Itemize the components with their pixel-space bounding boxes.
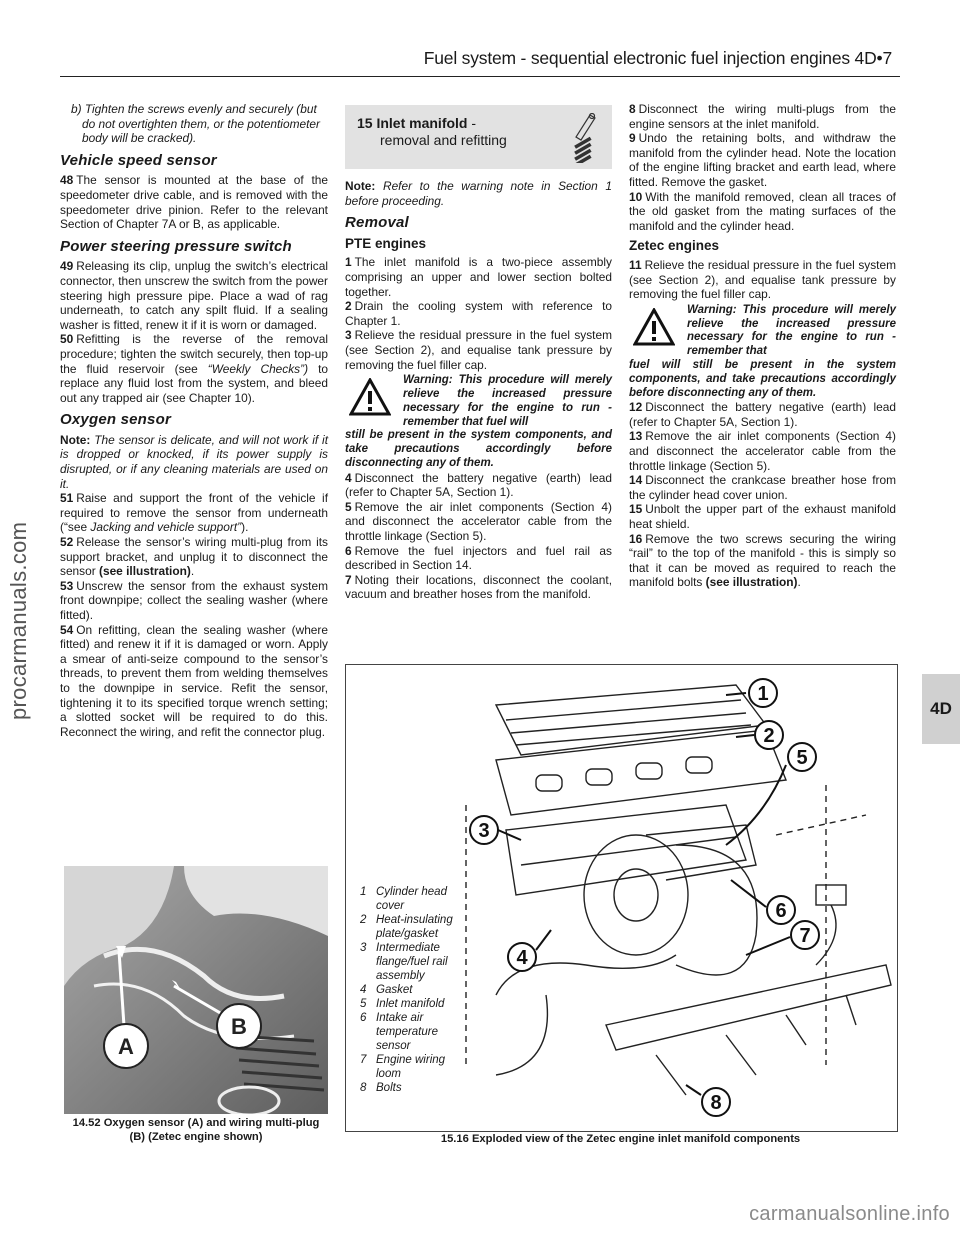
callout-7-label: 7: [799, 925, 811, 947]
paragraph-16: 16 Remove the two screws securing the wiring “rail” to the top of the manifold - this is simply so that it can be moved as required to reach the manifold bolts (see illustration).: [629, 531, 896, 590]
callout-8-label: 8: [710, 1092, 722, 1114]
column-3: [629, 102, 896, 590]
warning-triangle-icon: [349, 378, 391, 416]
paragraph-1: 1 The inlet manifold is a two-piece assembly comprising an upper and lower section bolted together.: [345, 255, 612, 299]
paragraph-9: 9 Undo the retaining bolts, and withdraw the manifold from the cylinder head. Note the location of the engine lifting bracket and earth lead, where fitted. Remove the gasket.: [629, 131, 896, 189]
callout-2-label: 2: [763, 725, 775, 747]
paragraph-53: 53 Unscrew the sensor from the exhaust system front downpipe; collect the sealing washer (where fitted).: [60, 578, 328, 622]
warning-zetec: [629, 304, 896, 401]
callout-1-label: 1: [757, 683, 769, 705]
heading-oxygen-sensor: Oxygen sensor: [60, 411, 171, 429]
figure-15-16-caption: 15.16 Exploded view of the Zetec engine inlet manifold components: [440, 1133, 801, 1145]
callout-4-label: 4: [516, 947, 528, 969]
paragraph-51: 51 Raise and support the front of the vehicle if required to remove the sensor from underneath (“see Jacking and vehicle support”).: [60, 491, 328, 535]
paragraph-52: 52 Release the sensor’s wiring multi-plug from its support bracket, and unplug it to disconnect the sensor (see illustration).: [60, 535, 328, 579]
photo-illustration: [64, 866, 328, 1114]
callout-a-label: A: [118, 1034, 134, 1059]
footer-watermark: carmanualsonline.info: [749, 1203, 950, 1225]
column-2: [345, 105, 612, 602]
page-title: Fuel system - sequential electronic fuel injection engines 4D•7: [423, 48, 892, 68]
paragraph-6: 6 Remove the fuel injectors and fuel rail as described in Section 14.: [345, 543, 612, 573]
manifold-diagram: [345, 664, 898, 1132]
paragraph-54: 54 On refitting, clean the sealing washer (where fitted) and renew it if it is damaged or worn. Apply a smear of anti-seize compound to the sensor’s threads, to prevent them from welding themselves to the downpipe in service. Refit the sensor, tightening it to its specified torque wrench setting; a slotted socket will be required to do this. Reconnect the wiring, and refit the connector plug.: [60, 622, 328, 739]
heading-zetec-engines: Zetec engines: [629, 238, 720, 254]
oxygen-sensor-photo: [64, 866, 328, 1114]
note-section15: Note: Refer to the warning note in Section 1 before proceeding.: [345, 179, 612, 208]
column-1: [60, 102, 328, 739]
heading-vehicle-speed-sensor: Vehicle speed sensor: [60, 151, 217, 169]
exploded-drawing: [346, 665, 897, 1131]
paragraph-10: 10 With the manifold removed, clean all traces of the old gasket from the mating surfaces of the manifold and the cylinder head.: [629, 189, 896, 233]
section-header-box: [345, 105, 612, 169]
warning-text-first: Warning: This procedure will merely relieve the increased pressure necessary for the engine to run - remember that: [687, 303, 896, 358]
paragraph-3: 3 Relieve the residual pressure in the fuel system (see Section 2), and equalise tank pressure by removing the fuel filler cap.: [345, 328, 612, 372]
page-header: [0, 42, 960, 76]
heading-pte-engines: PTE engines: [345, 235, 427, 251]
paragraph-11: 11 Relieve the residual pressure in the fuel system (see Section 2), and equalise tank pressure by removing the fuel filler cap.: [629, 257, 896, 302]
warning-text-rest: fuel will still be present in the system components, and take precautions accordingly before disconnecting any of them.: [629, 358, 896, 399]
paragraph-50: 50 Refitting is the reverse of the removal procedure; tighten the switch securely, then top-up the fluid reservoir (see “Weekly Checks”) to replace any fluid lost from the system, and bleed out any trapped air (see Chapter 10).: [60, 332, 328, 405]
paragraph-13: 13 Remove the air inlet components (Section 4) and disconnect the accelerator cable from the throttle linkage (Section 5).: [629, 429, 896, 473]
callout-3-label: 3: [478, 820, 490, 842]
paragraph-7: 7 Noting their locations, disconnect the coolant, vacuum and breather hoses from the manifold.: [345, 572, 612, 602]
paragraph-2: 2 Drain the cooling system with reference to Chapter 1.: [345, 299, 612, 328]
warning-pte: [345, 374, 612, 471]
diagram-legend: 1 Cylinder head cover 2 Heat-insulating plate/gasket 3 Intermediate flange/fuel rail assembly 4 Gasket 5 Inlet manifold 6 Intake air temperature sensor 7 Engine wiring loom 8 Bolts: [360, 886, 453, 1094]
callout-6-label: 6: [775, 900, 787, 922]
warning-triangle-icon: [633, 308, 675, 346]
paragraph-49: 49 Releasing its clip, unplug the switch’s electrical connector, then unscrew the switch from the power steering high pressure pipe. Place a wad of rag underneath, to catch any spilt fluid. If a sealing washer is fitted, renew it if it is worn or damaged.: [60, 259, 328, 332]
difficulty-wrench-icon: [570, 113, 598, 163]
paragraph-15: 15 Unbolt the upper part of the exhaust manifold heat shield.: [629, 502, 896, 532]
warning-text-first: Warning: This procedure will merely relieve the increased pressure necessary for the engine to run - remember that fuel will: [403, 374, 612, 428]
paragraph-5: 5 Remove the air inlet components (Section 4) and disconnect the accelerator cable from the throttle linkage (Section 5).: [345, 499, 612, 544]
figure-14-52-caption: 14.52 Oxygen sensor (A) and wiring multi-plug (B) (Zetec engine shown): [72, 1117, 320, 1143]
paragraph-12: 12 Disconnect the battery negative (earth) lead (refer to Chapter 5A, Section 1).: [629, 400, 896, 429]
paragraph-8: 8 Disconnect the wiring multi-plugs from the engine sensors at the inlet manifold.: [629, 102, 896, 131]
heading-power-steering-switch: Power steering pressure switch: [60, 237, 292, 255]
header-rule: [60, 76, 900, 77]
chapter-tab: 4D: [922, 674, 960, 744]
callout-b-label: B: [231, 1014, 247, 1039]
side-watermark: procarmanuals.com: [6, 521, 31, 720]
paragraph-14: 14 Disconnect the crankcase breather hose from the cylinder head cover union.: [629, 473, 896, 502]
section-title: 15 Inlet manifold - removal and refitting: [357, 115, 507, 148]
list-item-b: b) Tighten the screws evenly and securely (but do not overtighten them, or the potentiometer body will be cracked).: [71, 102, 320, 146]
callout-5-label: 5: [796, 747, 808, 769]
paragraph-4: 4 Disconnect the battery negative (earth) lead (refer to Chapter 5A, Section 1).: [345, 470, 612, 500]
heading-removal: Removal: [345, 214, 409, 232]
paragraph-48: 48 The sensor is mounted at the base of the speedometer drive cable, and is removed with the speedometer drive pinion. Refer to the relevant Section of Chapter 7A or B, as applicable.: [60, 173, 328, 232]
note-oxygen: Note: The sensor is delicate, and will not work if it is dropped or knocked, if its power supply is disrupted, or if any cleaning materials are used on it.: [60, 432, 328, 491]
warning-text-rest: still be present in the system components, and take precautions accordingly before disconnecting any of them.: [345, 429, 612, 469]
